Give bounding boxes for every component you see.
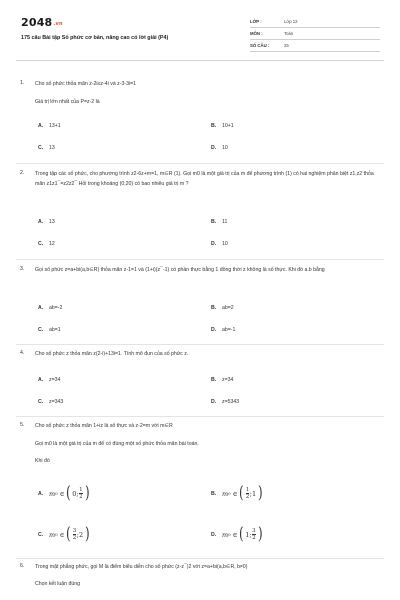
option-label: B. xyxy=(211,377,217,383)
option-text: ab=-1 xyxy=(222,327,236,333)
meta-key: MÔN : xyxy=(250,31,263,36)
option-label: A. xyxy=(38,305,44,311)
header-divider xyxy=(16,60,384,61)
option-b[interactable] xyxy=(211,485,264,502)
option-text: ab=1 xyxy=(49,327,61,333)
frac-den: 2 xyxy=(252,535,256,541)
frac-num: 1 xyxy=(79,487,83,493)
frac-den: 2 xyxy=(79,494,83,500)
math-pre: 0; xyxy=(72,489,79,498)
option-a[interactable] xyxy=(38,377,60,383)
option-a[interactable] xyxy=(38,305,62,311)
meta-value: 25 xyxy=(284,43,289,48)
question-subtext: Khi đó xyxy=(35,458,50,464)
option-label: B. xyxy=(211,490,217,497)
option-d[interactable] xyxy=(211,526,264,543)
option-text: 12 xyxy=(49,241,55,247)
option-text: 10+1 xyxy=(222,123,234,129)
option-label: C. xyxy=(38,399,44,405)
option-d[interactable] xyxy=(211,145,228,151)
option-label: D. xyxy=(211,399,217,405)
meta-key: SỐ CÂU : xyxy=(250,43,270,48)
math-post: ;1 xyxy=(249,489,257,498)
option-text: z=5343 xyxy=(222,399,240,405)
option-c[interactable] xyxy=(38,526,91,543)
option-text: 10 xyxy=(222,145,228,151)
meta-row-class xyxy=(250,16,380,28)
option-d[interactable] xyxy=(211,241,228,247)
question-6 xyxy=(20,563,378,589)
math-subscript: 0 xyxy=(55,532,58,537)
option-text: z=343 xyxy=(49,399,64,405)
question-number: 2. xyxy=(20,170,25,176)
question-separator xyxy=(16,416,384,417)
paren-open: ( xyxy=(239,524,244,544)
option-c[interactable] xyxy=(38,145,55,151)
frac-num: 3 xyxy=(72,528,77,534)
option-text: 10 xyxy=(222,241,228,247)
question-separator xyxy=(16,259,384,260)
fraction xyxy=(252,528,256,541)
question-1 xyxy=(20,80,378,107)
frac-den: 2 xyxy=(72,535,77,541)
paren-open: ( xyxy=(239,483,244,503)
logo-suffix: .vn xyxy=(53,21,63,27)
option-text: ab=-2 xyxy=(49,305,63,311)
question-text: Trong mặt phẳng phức, gọi M là điểm biểu diễn cho số phức (z-z¯)2 với z=a+bi(a,b∈R, b≠0) xyxy=(35,564,248,570)
option-label: A. xyxy=(38,123,44,129)
math-pre: 1; xyxy=(245,530,252,539)
option-label: B. xyxy=(211,305,217,311)
math-subscript: 0 xyxy=(55,491,58,496)
math-var: m xyxy=(49,489,56,498)
question-2 xyxy=(20,170,378,189)
math-post: ;2 xyxy=(76,530,84,539)
option-c[interactable] xyxy=(38,327,61,333)
frac-den: 2 xyxy=(245,494,250,500)
option-label: D. xyxy=(211,327,217,333)
option-text: 13+1 xyxy=(49,123,61,129)
option-label: C. xyxy=(38,145,44,151)
question-number: 4. xyxy=(20,350,25,356)
option-b[interactable] xyxy=(211,377,233,383)
fraction xyxy=(73,528,77,541)
question-text: Cho số phức z thỏa mãn 1+iz là số thực và z-2=m với m∈R xyxy=(35,423,173,429)
site-logo[interactable] xyxy=(21,16,63,29)
option-b[interactable] xyxy=(211,305,234,311)
option-text: 11 xyxy=(222,219,228,225)
paren-close: ) xyxy=(257,483,263,503)
frac-num: 1 xyxy=(245,487,250,493)
paren-close: ) xyxy=(257,524,263,544)
question-separator xyxy=(16,558,384,559)
meta-value: Toán xyxy=(284,31,294,36)
meta-value: Lớp 12 xyxy=(284,19,298,24)
question-text: Cho số phức thỏa mãn z-2i≤z-4i và z-3-3i=1 xyxy=(35,81,137,87)
option-text: z=34 xyxy=(49,377,61,383)
question-3 xyxy=(20,266,378,276)
option-text: 13 xyxy=(49,145,55,151)
question-separator xyxy=(16,163,384,164)
meta-key: LỚP : xyxy=(250,19,262,24)
question-number: 5. xyxy=(20,422,25,428)
option-label: D. xyxy=(211,241,217,247)
option-text: z=34 xyxy=(222,377,234,383)
question-number: 3. xyxy=(20,266,25,272)
option-b[interactable] xyxy=(211,219,227,225)
math-subscript: 0 xyxy=(228,491,231,496)
document-meta-table xyxy=(250,16,380,52)
question-4 xyxy=(20,350,378,360)
option-label: A. xyxy=(38,219,44,225)
question-number: 1. xyxy=(20,80,25,86)
frac-num: 3 xyxy=(252,528,256,534)
math-var: m xyxy=(222,530,229,539)
math-var: m xyxy=(222,489,229,498)
question-subtext: Gọi m0 là một giá trị của m để có đúng một số phức thỏa mãn bài toán. xyxy=(35,440,199,447)
option-c[interactable] xyxy=(38,399,63,405)
paren-open: ( xyxy=(66,524,71,544)
option-a[interactable] xyxy=(38,485,91,502)
question-text: Trong tập các số phức, cho phương trình z2-6z+m=1, m∈R (1). Gọi m0 là một giá trị của m để phương trình (1) có hai nghiệm phân biệt z1,z2 thỏa mãn z1z1¯=z2z2¯ Hỏi trong khoảng (0;20) có bao nhiêu giá trị m ? xyxy=(35,171,374,187)
question-text: Gọi số phức z=a+bi(a,b∈R) thỏa mãn z-1=1 và (1+i)(z¯-1) có phần thực bằng 1 đồng thời z không là số thực. Khi đó a.b bằng xyxy=(35,267,325,273)
question-subtext: Chọn kết luận đúng xyxy=(35,580,80,587)
option-a[interactable] xyxy=(38,123,61,129)
option-label: B. xyxy=(211,219,217,225)
meta-row-subject xyxy=(250,28,380,40)
question-5 xyxy=(20,422,378,467)
option-text: 13 xyxy=(49,219,55,225)
paren-open: ( xyxy=(66,483,71,503)
question-subtext: Giá trị lớn nhất của P=z-2 là xyxy=(35,98,100,105)
question-number: 6. xyxy=(20,563,25,569)
option-math: m 0 ∈ ( 0; $\frac{1}{2}$ ) xyxy=(49,483,90,503)
meta-row-count xyxy=(250,40,380,52)
math-subscript: 0 xyxy=(228,532,231,537)
paren-close: ) xyxy=(84,483,90,503)
option-b[interactable] xyxy=(211,123,234,129)
option-label: A. xyxy=(38,377,44,383)
document-title: 175 câu Bài tập Số phức cơ bản, nâng cao có lời giải (P4) xyxy=(21,35,169,41)
fraction xyxy=(246,487,250,500)
logo-text: 2048 xyxy=(21,16,53,29)
option-math: m 0 ∈ ( $\frac{1}{2}$ ;1 ) xyxy=(222,483,263,503)
option-d[interactable] xyxy=(211,399,239,405)
option-text: ab=2 xyxy=(222,305,234,311)
question-separator xyxy=(16,344,384,345)
paren-close: ) xyxy=(84,524,90,544)
option-label: C. xyxy=(38,241,44,247)
option-math: m 0 ∈ ( 1; $\frac{3}{2}$ ) xyxy=(222,524,263,544)
option-label: D. xyxy=(211,531,217,538)
option-label: C. xyxy=(38,531,44,538)
option-a[interactable] xyxy=(38,219,55,225)
option-math: m 0 ∈ ( $\frac{3}{2}$ ;2 ) xyxy=(49,524,90,544)
option-d[interactable] xyxy=(211,327,235,333)
option-label: D. xyxy=(211,145,217,151)
option-label: C. xyxy=(38,327,44,333)
option-label: A. xyxy=(38,490,44,497)
question-text: Cho số phức z thỏa mãn z(2-i)+13i=1. Tính mô đun của số phức z. xyxy=(35,351,189,357)
fraction xyxy=(79,487,83,500)
option-c[interactable] xyxy=(38,241,55,247)
math-var: m xyxy=(49,530,56,539)
option-label: B. xyxy=(211,123,217,129)
